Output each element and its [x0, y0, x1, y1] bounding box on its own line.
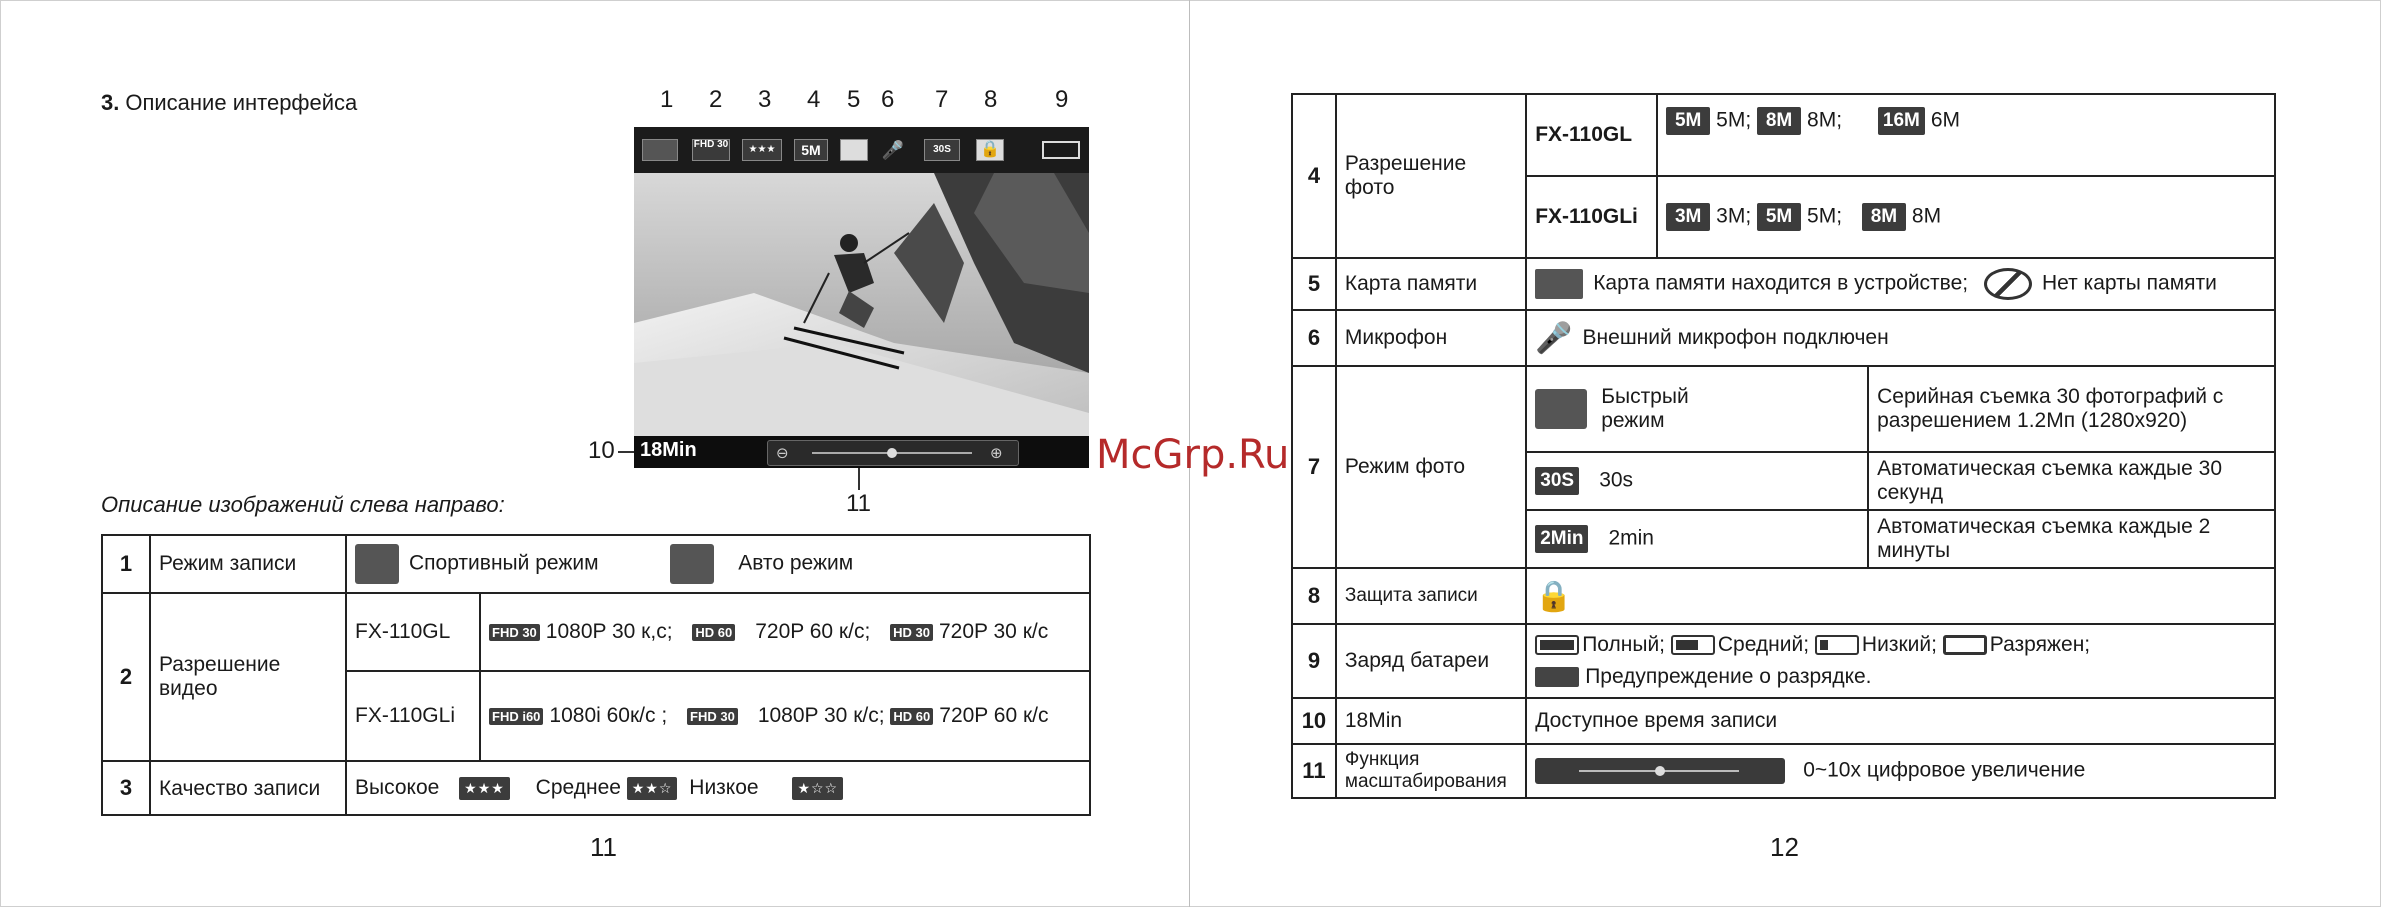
row-label: Защита записи: [1336, 568, 1526, 624]
quality-low-label: Низкое: [689, 776, 759, 799]
row-number: 11: [1292, 744, 1336, 798]
callout-6: 6: [881, 86, 895, 113]
row-label: Микрофон: [1336, 310, 1526, 366]
quality-icon: ★★★: [742, 139, 782, 161]
table-row: [1292, 366, 2275, 452]
interval-30s-cell: [1526, 452, 1868, 510]
row-label: Режим фото: [1336, 366, 1526, 568]
resolution-5m-icon: 5M: [794, 139, 828, 161]
row-content: [1526, 744, 2275, 798]
burst-label: Быстрый режим: [1601, 385, 1689, 432]
section-title: [101, 90, 357, 116]
section-number: 3.: [101, 90, 120, 115]
burst-cell: [1526, 366, 1868, 452]
interval-30s-icon: 30S: [1535, 467, 1579, 495]
section-title-text: Описание интерфейса: [125, 90, 358, 115]
row-content: [1526, 258, 2275, 310]
row-label: Качество записи: [150, 761, 346, 815]
row-number: 8: [1292, 568, 1336, 624]
res-value: 5M;: [1807, 204, 1843, 228]
no-card-label: Нет карты памяти: [2041, 271, 2217, 295]
row-number: 3: [102, 761, 150, 815]
ski-photo: [634, 173, 1089, 436]
res-8m-icon: 8M: [1757, 107, 1801, 135]
batt-mid-label: Средний;: [1717, 633, 1810, 656]
left-page: [0, 0, 1190, 907]
callout-4: 4: [807, 86, 821, 113]
record-time: 18Min: [640, 439, 697, 461]
row-label: Режим записи: [150, 535, 346, 593]
res-value: 720P 60 к/с;: [755, 620, 871, 643]
photo-res-gli: [1657, 176, 2275, 258]
battery-icon: [1042, 141, 1080, 159]
batt-empty-label: Разряжен;: [1989, 633, 2091, 656]
row-number: 1: [102, 535, 150, 593]
battery-warning-icon: [1535, 667, 1579, 687]
page-number: 11: [590, 832, 617, 862]
auto-mode-icon: [670, 544, 714, 584]
battery-empty-icon: [1943, 635, 1987, 655]
left-table: [101, 534, 1091, 816]
sport-mode-icon: [642, 139, 678, 161]
sd-card-icon: [1535, 269, 1583, 299]
callout-10: 10: [588, 437, 615, 464]
interval-2min-cell: [1526, 510, 1868, 568]
callout-7: 7: [935, 86, 949, 113]
microphone-icon: 🎤: [1535, 321, 1573, 355]
row-number: 6: [1292, 310, 1336, 366]
video-res-gl: [480, 593, 1090, 671]
mic-label: Внешний микрофон подключен: [1582, 325, 1889, 349]
row-number: 10: [1292, 698, 1336, 744]
table-row: [1292, 698, 2275, 744]
right-page: [1190, 0, 2380, 907]
burst-desc: Серийная съемка 30 фотографий с разрешением 1.2Мп (1280x920): [1868, 366, 2275, 452]
model-label: FX-110GLi: [1526, 176, 1657, 258]
row-label: Разрешение видео: [150, 593, 346, 761]
hd60-icon: HD 60: [692, 624, 735, 641]
callout-9: 9: [1055, 86, 1069, 113]
stars-high-icon: ★★★: [459, 777, 510, 800]
table-row: [1292, 94, 2275, 176]
row-number: 2: [102, 593, 150, 761]
row-content: [1526, 624, 2275, 698]
res-value: 1080P 30 к/с;: [757, 704, 885, 727]
callout-5: 5: [847, 86, 861, 113]
zoom-knob: [887, 448, 897, 458]
table-row: [102, 761, 1090, 815]
table-row: [1292, 310, 2275, 366]
hd60-icon: HD 60: [890, 708, 933, 725]
res-value: 1080i 60к/с ;: [549, 704, 668, 727]
row-label: 18Min: [1336, 698, 1526, 744]
table-row: [1292, 624, 2275, 698]
no-card-icon: [1984, 268, 2032, 300]
battery-full-icon: [1535, 635, 1579, 655]
row-label: Функция масштабирования: [1336, 744, 1526, 798]
table-row: [1292, 258, 2275, 310]
res-value: 5M;: [1716, 108, 1752, 132]
interval-30s-label: 30s: [1599, 468, 1634, 492]
microphone-icon: 🎤: [881, 140, 905, 160]
video-res-gli: [480, 671, 1090, 761]
interval-2min-label: 2min: [1608, 526, 1654, 550]
batt-low-label: Низкий;: [1861, 633, 1937, 656]
res-value: 720P 60 к/с: [939, 704, 1049, 727]
stars-mid-icon: ★★☆: [627, 777, 678, 800]
lock-icon: 🔒: [1535, 579, 1573, 613]
callout-11-line: [858, 466, 860, 490]
res-8m-icon: 8M: [1862, 203, 1906, 231]
interval-2min-desc: Автоматическая съемка каждые 2 минуты: [1868, 510, 2275, 568]
row-number: 9: [1292, 624, 1336, 698]
callout-3: 3: [758, 86, 772, 113]
zoom-bar-icon: [1535, 758, 1785, 784]
quality-mid-label: Среднее: [535, 776, 621, 799]
fhd30-icon: FHD 30: [692, 139, 730, 161]
res-3m-icon: 3M: [1666, 203, 1710, 231]
row-number: 4: [1292, 94, 1336, 258]
batt-warn-label: Предупреждение о разрядке.: [1585, 665, 1872, 688]
res-5m-icon: 5M: [1757, 203, 1801, 231]
card-present-label: Карта памяти находится в устройстве;: [1593, 271, 1969, 295]
photo-res-gl: [1657, 94, 2275, 176]
res-16m-icon: 16M: [1878, 107, 1925, 135]
auto-mode-label: Авто режим: [738, 551, 854, 575]
sport-mode-label: Спортивный режим: [409, 551, 599, 575]
model-label: FX-110GL: [1526, 94, 1657, 176]
battery-mid-icon: [1671, 635, 1715, 655]
table-row: [102, 535, 1090, 593]
lock-icon: 🔒: [976, 139, 1004, 161]
right-table: [1291, 93, 2276, 799]
sport-mode-icon: [355, 544, 399, 584]
zoom-in-icon: ⊕: [990, 445, 1003, 462]
callout-11: 11: [846, 490, 871, 517]
interval-2min-icon: 2Min: [1535, 525, 1588, 553]
callout-2: 2: [709, 86, 723, 113]
sd-card-icon: [840, 139, 868, 161]
fhd30-icon: FHD 30: [489, 624, 540, 641]
fhd30-icon: FHD 30: [687, 708, 738, 725]
row-content: [346, 761, 1090, 815]
row-content: [1526, 568, 2275, 624]
row-content: [346, 535, 1090, 593]
zoom-bar: [767, 440, 1019, 466]
res-value: 8M: [1911, 204, 1942, 228]
watermark: McGrp.Ru: [1096, 432, 1290, 478]
res-5m-icon: 5M: [1666, 107, 1710, 135]
row-content: [1526, 310, 2275, 366]
res-value: 720P 30 к/с: [939, 620, 1049, 643]
row-number: 7: [1292, 366, 1336, 568]
table-row: [1292, 744, 2275, 798]
burst-mode-icon: [1535, 389, 1587, 429]
zoom-out-icon: ⊖: [776, 445, 789, 462]
table-row: [102, 593, 1090, 671]
stars-low-icon: ★☆☆: [792, 777, 843, 800]
callout-8: 8: [984, 86, 998, 113]
hd30-icon: HD 30: [890, 624, 933, 641]
interval-30s-icon: 30S: [924, 139, 960, 161]
res-value: 6M: [1930, 108, 1961, 132]
interval-30s-desc: Автоматическая съемка каждые 30 секунд: [1868, 452, 2275, 510]
fhd-i60-icon: FHD i60: [489, 708, 543, 725]
quality-high-label: Высокое: [355, 776, 440, 799]
subtitle: Описание изображений слева направо:: [101, 492, 505, 517]
callout-1: 1: [660, 86, 674, 113]
res-value: 1080P 30 к,с;: [545, 620, 673, 643]
row-number: 5: [1292, 258, 1336, 310]
row-label: Заряд батареи: [1336, 624, 1526, 698]
res-value: 8M;: [1807, 108, 1843, 132]
row-label: Карта памяти: [1336, 258, 1526, 310]
batt-full-label: Полный;: [1582, 633, 1666, 656]
model-label: FX-110GL: [346, 593, 480, 671]
row-content: Доступное время записи: [1526, 698, 2275, 744]
res-value: 3M;: [1716, 204, 1752, 228]
battery-low-icon: [1815, 635, 1859, 655]
table-row: [1292, 568, 2275, 624]
row-label: Разрешение фото: [1336, 94, 1526, 258]
model-label: FX-110GLi: [346, 671, 480, 761]
camera-screen: [634, 127, 1089, 468]
page-number: 12: [1770, 832, 1799, 862]
zoom-label: 0~10x цифровое увеличение: [1803, 758, 2086, 782]
